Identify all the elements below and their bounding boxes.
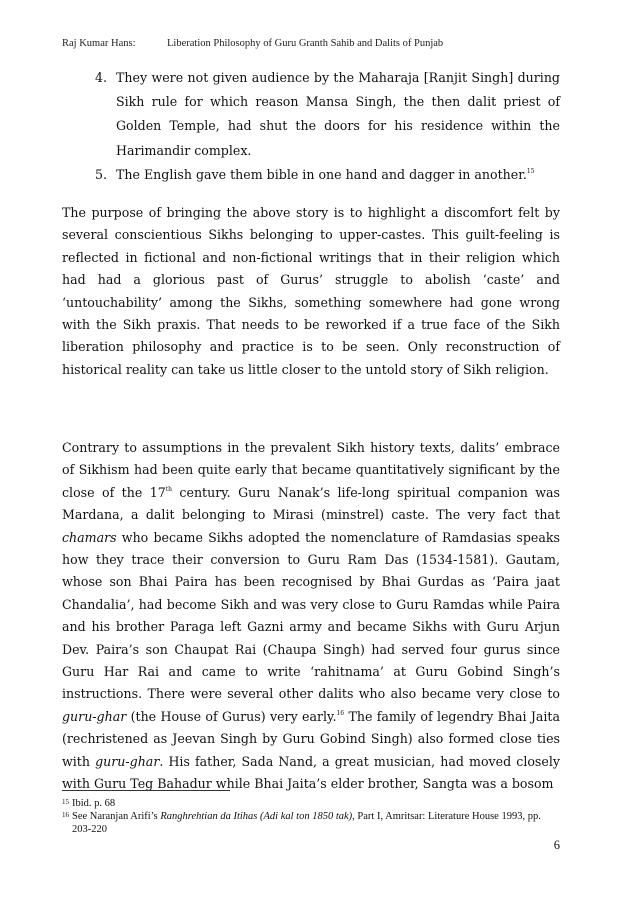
paragraph-text: . His father, Sada Nand, a great musician, had moved closely with Guru Teg Bahadur while Bhai Jaita’s elder brother, Sangta was a bosom <box>62 753 560 792</box>
running-header <box>62 38 443 49</box>
numbered-list <box>62 66 560 187</box>
list-item <box>62 163 560 187</box>
italic-term-chamars: chamars <box>62 529 117 545</box>
header-author: Raj Kumar Hans: <box>62 38 136 49</box>
footnote-separator <box>62 790 230 791</box>
footnote-book-title: Ranghrehtian da Itihas (Adi kal ton 1850 tak) <box>160 811 353 822</box>
footnotes <box>62 797 562 836</box>
paragraph-history <box>62 437 560 796</box>
footnote-text: Ibid. p. 68 <box>72 798 116 809</box>
footnote-15: 15 Ibid. p. 68 <box>62 798 116 809</box>
list-item-text: They were not given audience by the Maharaja [Ranjit Singh] during Sikh rule for which reason Mansa Singh, the then dalit priest of Golden Temple, had shut the doors for his residence within the Harimandir complex. <box>116 70 560 158</box>
footnote-16: 16 See Naranjan Arifi’s Ranghrehtian da Itihas (Adi kal ton 1850 tak), Part I, Amritsar: Literature House 1993, pp. 203-220 <box>62 811 541 835</box>
footnote-text: See Naranjan Arifi’s <box>72 811 161 822</box>
paragraph-text: (the House of Gurus) very early. <box>126 708 337 724</box>
paragraph-text: The family of legendry Bhai Jaita (rechristened as Jeevan Singh by Guru Gobind Singh) also formed close ties with <box>62 708 560 769</box>
list-item-number: 5. <box>95 166 108 182</box>
list-item-text: The English gave them bible in one hand and dagger in another. <box>116 166 527 182</box>
italic-term-guru-ghar: guru-ghar <box>95 753 160 769</box>
footnote-ref-16[interactable]: 16 <box>336 709 345 717</box>
ordinal-suffix: th <box>165 485 173 493</box>
list-item <box>62 66 560 163</box>
italic-term-guru-ghar: guru-ghar <box>62 708 127 724</box>
paragraph-text: who became Sikhs adopted the nomenclature of Ramdasias speaks how they trace their conversion to Guru Ram Das (1534-1581). Gautam, whose son Bhai Paira has been recognised by Bhai Gurdas as ‘Paira jaat Chandalia’, had become Sikh and was very close to Guru Ramdas while Paira and his brother Paraga left Gazni army and became Sikhs with Guru Arjun Dev. Paira’s son Chaupat Rai (Chaupa Singh) had served four gurus since Guru Har Rai and came to write ‘rahitnama’ at Guru Gobind Singh’s instructions. There were several other dalits who also became very close to <box>62 529 560 702</box>
page-number: 6 <box>553 838 560 852</box>
list-item-number: 4. <box>95 70 108 85</box>
footnote-ref-15[interactable]: 15 <box>526 167 535 175</box>
paragraph-text: century. Guru Nanak’s life-long spiritual companion was Mardana, a dalit belonging to Mirasi (minstrel) caste. The very fact that <box>62 484 560 523</box>
footnote-text: , Part I, Amritsar: Literature House 1993, pp. 203-220 <box>72 811 541 835</box>
paragraph-purpose: The purpose of bringing the above story is to highlight a discomfort felt by several conscientious Sikhs belonging to upper-castes. This guilt-feeling is reflected in fictional and non-fictional writings that in their religion which had had a glorious past of Gurus’ struggle to abolish ‘caste’ and ‘untouchability’ among the Sikhs, something somewhere had gone wrong with the Sikh praxis. That needs to be reworked if a true face of the Sikh liberation philosophy and practice is to be seen. Only reconstruction of historical reality can take us little closer to the untold story of Sikh religion. <box>62 205 560 377</box>
paragraph-text: Contrary to assumptions in the prevalent Sikh history texts, dalits’ embrace of Sikhism had been quite early that became quantitatively significant by the close of the 17 <box>62 440 560 500</box>
header-title: Liberation Philosophy of Guru Granth Sahib and Dalits of Punjab <box>167 38 444 49</box>
